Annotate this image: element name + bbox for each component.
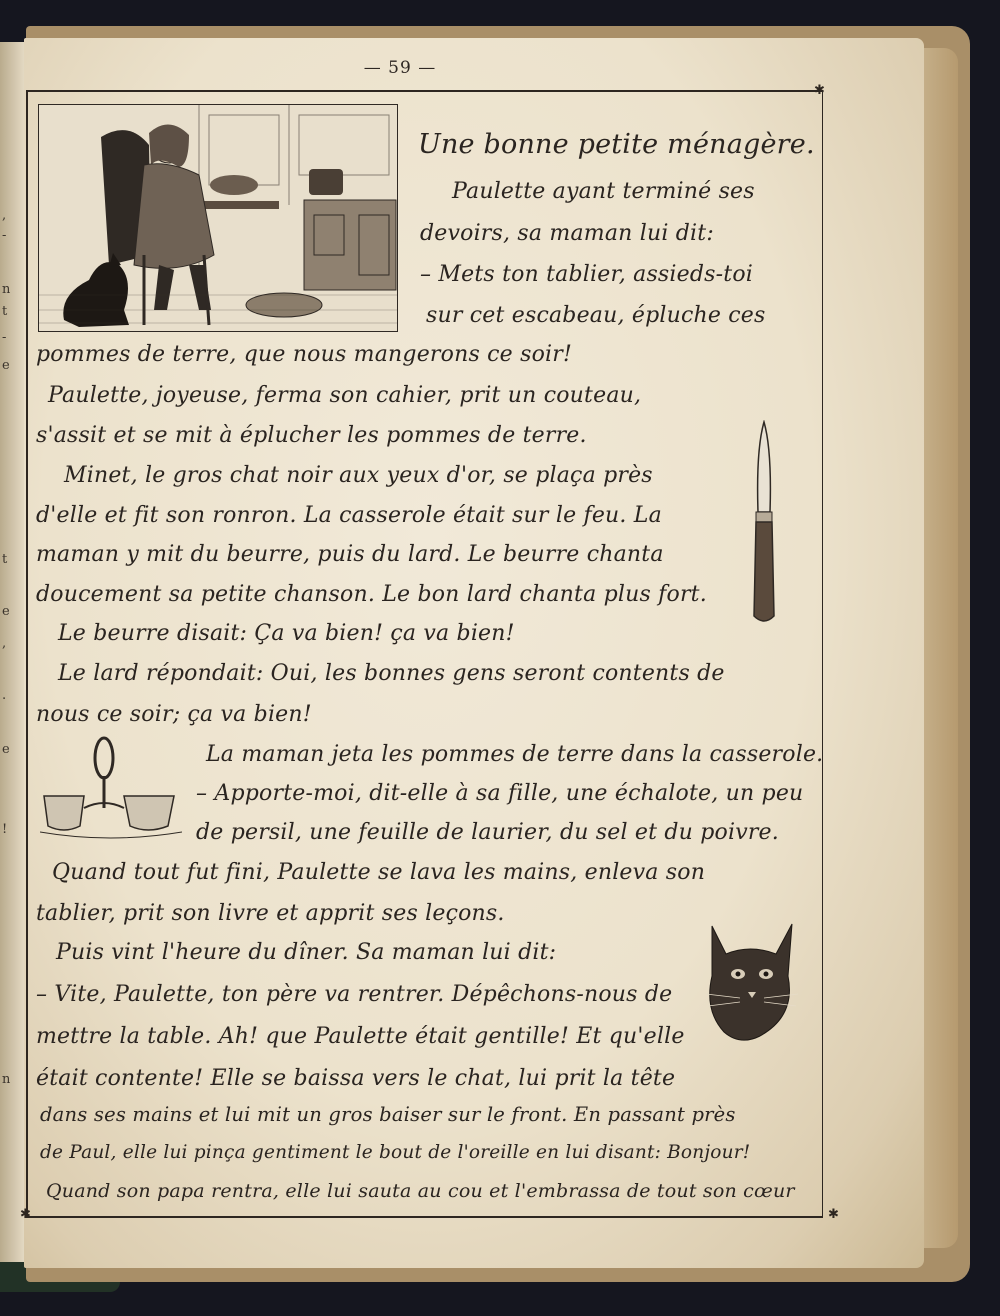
page-number: — 59 — bbox=[363, 58, 437, 78]
left-page-letter: - bbox=[2, 228, 7, 243]
text-line: – Apporte-moi, dit-elle à sa fille, une échalote, un peu bbox=[196, 781, 804, 806]
text-line: Le lard répondait: Oui, les bonnes gens seront contents de bbox=[58, 661, 725, 686]
text-line: dans ses mains et lui mit un gros baiser sur le front. En passant près bbox=[40, 1103, 736, 1126]
text-line: s'assit et se mit à éplucher les pommes de terre. bbox=[36, 423, 587, 448]
text-line: La maman jeta les pommes de terre dans la casserole. bbox=[206, 742, 824, 767]
text-line: Le beurre disait: Ça va bien! ça va bien! bbox=[58, 621, 515, 646]
text-line: Quand son papa rentra, elle lui sauta au cou et l'embrassa de tout son cœur bbox=[46, 1180, 795, 1202]
text-line: de persil, une feuille de laurier, du sel et du poivre. bbox=[196, 820, 779, 845]
text-line: doucement sa petite chanson. Le bon lard chanta plus fort. bbox=[36, 582, 707, 607]
corner-ornament: ✱ bbox=[814, 83, 825, 98]
text-line: tablier, prit son livre et apprit ses leçons. bbox=[36, 901, 505, 926]
text-line: devoirs, sa maman lui dit: bbox=[420, 221, 714, 246]
left-page-letter: - bbox=[2, 330, 7, 345]
left-page-letter: t bbox=[2, 304, 8, 319]
left-page-letter: . bbox=[2, 688, 7, 703]
corner-ornament: ✱ bbox=[828, 1207, 839, 1222]
text-line: nous ce soir; ça va bien! bbox=[36, 702, 312, 727]
left-page-letter: e bbox=[2, 358, 10, 373]
left-page-letter: , bbox=[2, 636, 7, 651]
text-line: – Mets ton tablier, assieds-toi bbox=[420, 262, 754, 287]
text-line: sur cet escabeau, épluche ces bbox=[426, 303, 766, 328]
text-line: d'elle et fit son ronron. La casserole était sur le feu. La bbox=[36, 503, 662, 528]
left-page-letter: e bbox=[2, 604, 10, 619]
text-line: – Vite, Paulette, ton père va rentrer. Dépêchons-nous de bbox=[36, 982, 673, 1007]
left-page-letter: ! bbox=[2, 822, 8, 837]
text-line: pommes de terre, que nous mangerons ce soir! bbox=[36, 342, 573, 367]
left-page-letter: t bbox=[2, 552, 8, 567]
left-page-letter: , bbox=[2, 208, 7, 223]
corner-ornament: ✱ bbox=[20, 1207, 31, 1222]
text-line: Quand tout fut fini, Paulette se lava les mains, enleva son bbox=[52, 860, 706, 885]
left-page-letter: e bbox=[2, 742, 10, 757]
text-line: Paulette ayant terminé ses bbox=[452, 179, 755, 204]
text-line: maman y mit du beurre, puis du lard. Le beurre chanta bbox=[36, 542, 664, 567]
text-line: Minet, le gros chat noir aux yeux d'or, se plaça près bbox=[64, 463, 653, 488]
text-line: était contente! Elle se baissa vers le chat, lui prit la tête bbox=[36, 1066, 676, 1091]
text-line: Paulette, joyeuse, ferma son cahier, prit un couteau, bbox=[48, 383, 642, 408]
left-page-letter: n bbox=[2, 1072, 11, 1087]
text-line: de Paul, elle lui pinça gentiment le bout de l'oreille en lui disant: Bonjour! bbox=[40, 1142, 751, 1163]
story-title: Une bonne petite ménagère. bbox=[418, 129, 815, 160]
text-line: mettre la table. Ah! que Paulette était gentille! Et qu'elle bbox=[36, 1024, 685, 1049]
left-page-letter: n bbox=[2, 282, 11, 297]
text-line: Puis vint l'heure du dîner. Sa maman lui dit: bbox=[56, 940, 557, 965]
